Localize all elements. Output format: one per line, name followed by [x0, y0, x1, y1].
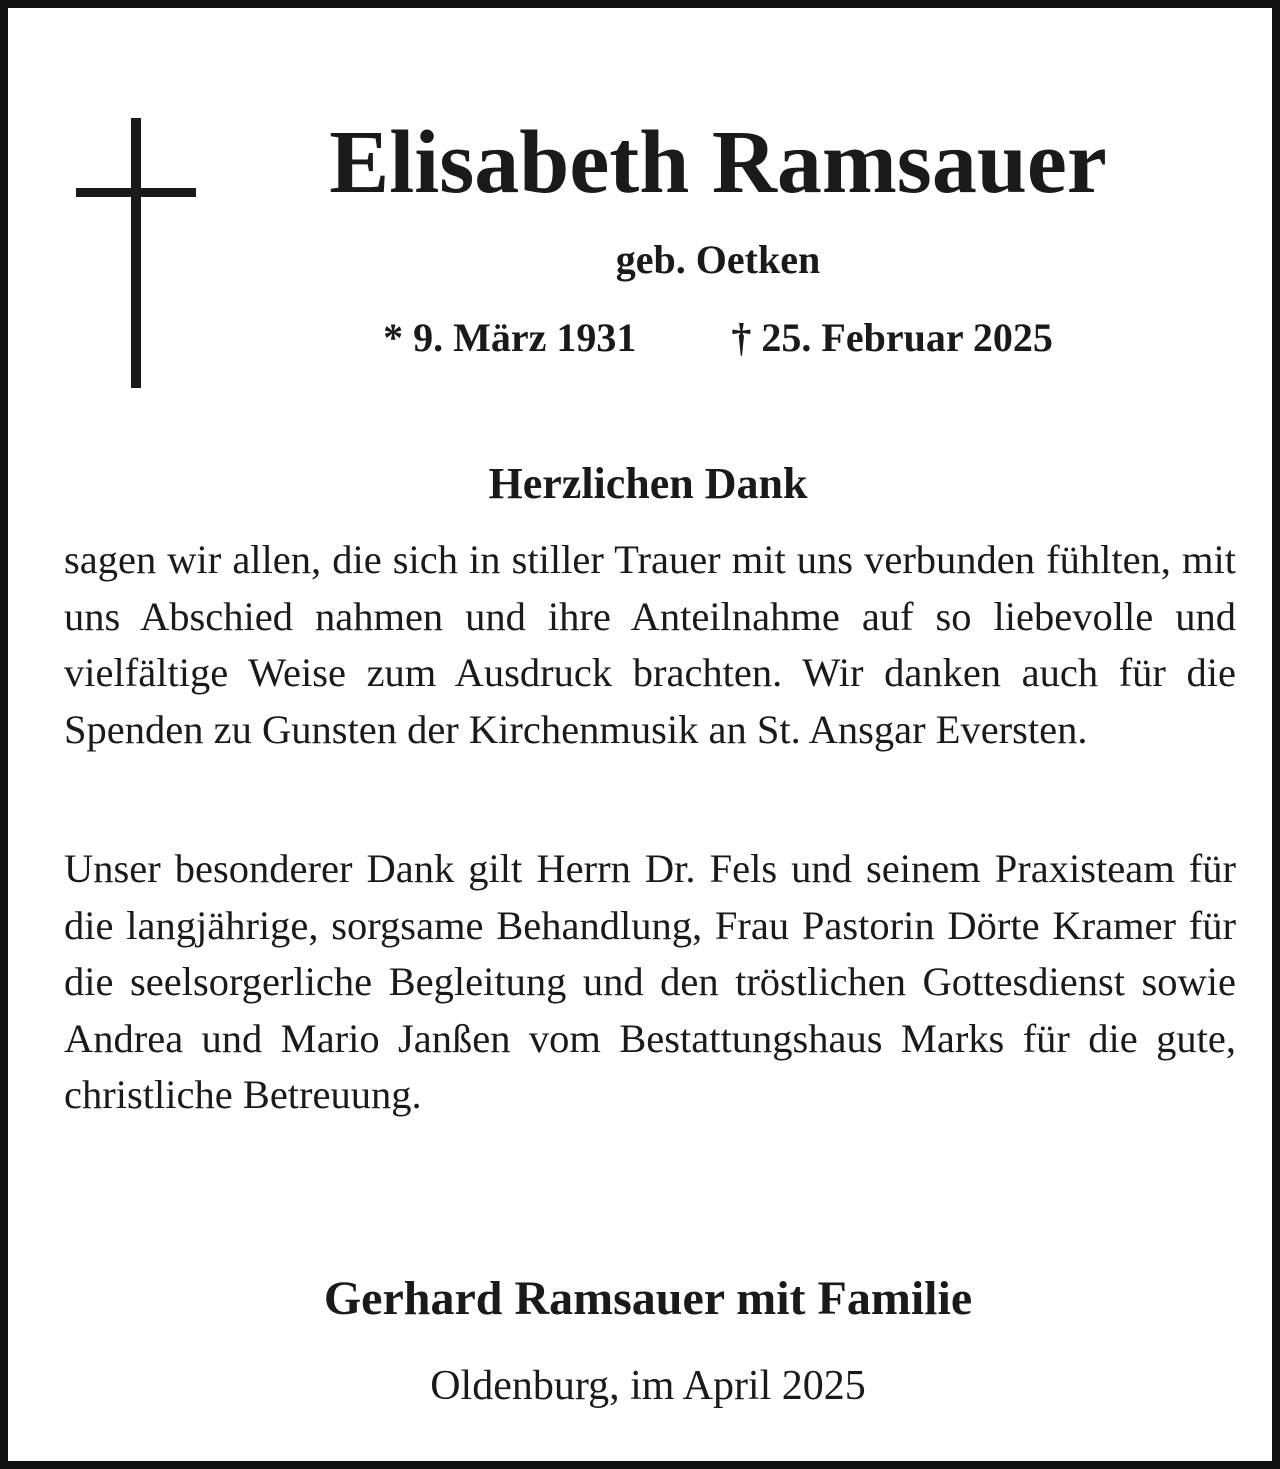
death-date: † 25. Februar 2025 — [731, 315, 1053, 360]
thanks-paragraph-1: sagen wir allen, die sich in stiller Trauer mit uns verbunden fühlten, mit uns Abschied nahmen und ihre Anteilnahme auf so liebevolle und vielfältige Weise zum Ausdruck brachten. Wir danken auch für die Spenden zu Gunsten der Kirchenmusik an St. Ansgar Eversten. — [64, 537, 1236, 752]
signature: Gerhard Ramsauer mit Familie — [323, 1272, 973, 1325]
cross-icon — [76, 118, 196, 388]
birth-date: * 9. März 1931 — [383, 315, 637, 360]
life-dates — [208, 312, 1228, 364]
cross-vertical-beam — [131, 118, 141, 388]
thanks-paragraph-2: Unser besonderer Dank gilt Herrn Dr. Fels und seinem Praxisteam für die langjährige, sorgsame Behandlung, Frau Pastorin Dörte Kramer für die seelsorgerliche Begleitung und den tröstlichen Gottesdienst sowie Andrea und Mario Janßen vom Bestattungshaus Marks für die gute, christliche Betreuung. — [64, 846, 1236, 1117]
thanks-heading: Herzlichen Dank — [488, 459, 808, 508]
cross-horizontal-beam — [76, 188, 196, 197]
deceased-name: Elisabeth Ramsauer — [329, 113, 1107, 212]
place-and-date: Oldenburg, im April 2025 — [430, 1363, 866, 1409]
maiden-name: geb. Oetken — [615, 237, 821, 282]
